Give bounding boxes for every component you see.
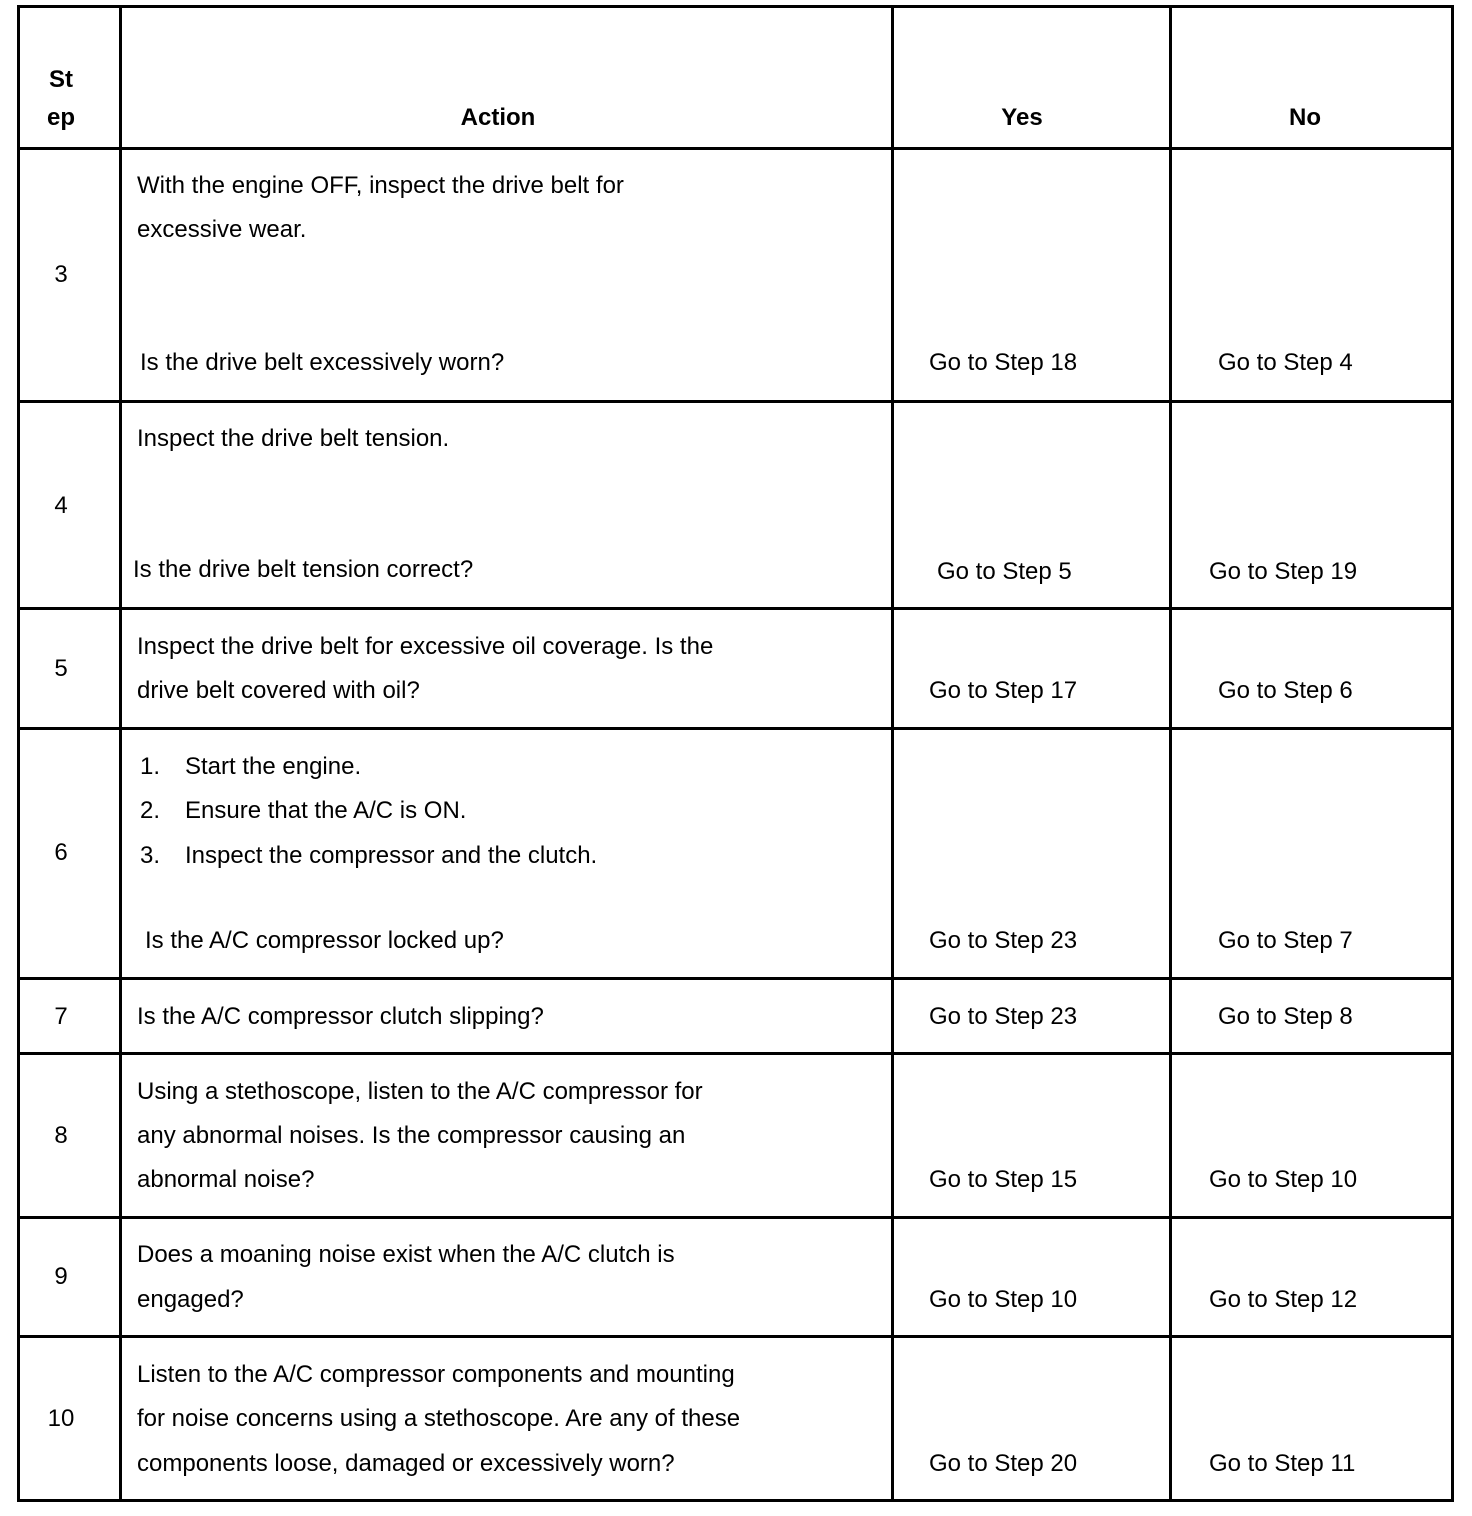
yes-result: Go to Step 15 — [929, 1166, 1078, 1193]
header-no: No — [1289, 104, 1321, 131]
action-text: With the engine OFF, inspect the drive belt for — [137, 172, 624, 199]
yes-result: Go to Step 10 — [929, 1286, 1078, 1313]
no-result: Go to Step 19 — [1209, 558, 1358, 585]
step-number: 6 — [54, 839, 68, 866]
column-divider — [119, 5, 122, 1502]
action-text: Is the A/C compressor clutch slipping? — [137, 1003, 544, 1030]
list-item: Inspect the compressor and the clutch. — [185, 842, 598, 869]
list-number: 1. — [140, 753, 161, 780]
table-border — [17, 1499, 1454, 1502]
table-border — [1451, 5, 1454, 1502]
step-number: 3 — [54, 261, 68, 288]
row-divider — [17, 727, 1454, 730]
row-divider — [17, 607, 1454, 610]
action-text: drive belt covered with oil? — [137, 677, 420, 704]
action-text: any abnormal noises. Is the compressor causing an — [137, 1122, 686, 1149]
list-item: Start the engine. — [185, 753, 362, 780]
action-text: Inspect the drive belt for excessive oil coverage. Is the — [137, 633, 714, 660]
action-text: components loose, damaged or excessively worn? — [137, 1450, 675, 1477]
yes-result: Go to Step 5 — [937, 558, 1072, 585]
column-divider — [1169, 5, 1172, 1502]
no-result: Go to Step 7 — [1218, 927, 1353, 954]
action-question: Is the drive belt tension correct? — [133, 556, 474, 583]
table-border — [17, 147, 1454, 150]
header-action: Action — [460, 104, 536, 131]
step-number: 9 — [54, 1263, 68, 1290]
no-result: Go to Step 10 — [1209, 1166, 1358, 1193]
action-text: excessive wear. — [137, 216, 307, 243]
row-divider — [17, 977, 1454, 980]
header-step: ep — [46, 104, 75, 131]
action-text: Listen to the A/C compressor components and mounting — [137, 1361, 735, 1388]
row-divider — [17, 1216, 1454, 1219]
yes-result: Go to Step 17 — [929, 677, 1078, 704]
no-result: Go to Step 8 — [1218, 1003, 1353, 1030]
action-text: for noise concerns using a stethoscope. Are any of these — [137, 1405, 741, 1432]
row-divider — [17, 1335, 1454, 1338]
step-number: 10 — [47, 1405, 75, 1432]
yes-result: Go to Step 20 — [929, 1450, 1078, 1477]
yes-result: Go to Step 18 — [929, 349, 1078, 376]
action-text: Does a moaning noise exist when the A/C clutch is — [137, 1241, 675, 1268]
yes-result: Go to Step 23 — [929, 1003, 1078, 1030]
list-number: 3. — [140, 842, 161, 869]
row-divider — [17, 1052, 1454, 1055]
column-divider — [891, 5, 894, 1502]
step-number: 4 — [54, 492, 68, 519]
no-result: Go to Step 4 — [1218, 349, 1353, 376]
action-question: Is the A/C compressor locked up? — [145, 927, 504, 954]
step-number: 7 — [54, 1003, 68, 1030]
action-question: Is the drive belt excessively worn? — [140, 349, 505, 376]
action-text: Using a stethoscope, listen to the A/C compressor for — [137, 1078, 703, 1105]
table-border — [17, 5, 1454, 8]
yes-result: Go to Step 23 — [929, 927, 1078, 954]
action-text: abnormal noise? — [137, 1166, 315, 1193]
step-number: 5 — [54, 655, 68, 682]
header-yes: Yes — [1001, 104, 1043, 131]
step-number: 8 — [54, 1122, 68, 1149]
list-item: Ensure that the A/C is ON. — [185, 797, 467, 824]
no-result: Go to Step 11 — [1209, 1450, 1356, 1477]
action-text: Inspect the drive belt tension. — [137, 425, 450, 452]
list-number: 2. — [140, 797, 161, 824]
no-result: Go to Step 6 — [1218, 677, 1353, 704]
row-divider — [17, 400, 1454, 403]
action-text: engaged? — [137, 1286, 244, 1313]
no-result: Go to Step 12 — [1209, 1286, 1358, 1313]
header-step: St — [49, 66, 73, 93]
